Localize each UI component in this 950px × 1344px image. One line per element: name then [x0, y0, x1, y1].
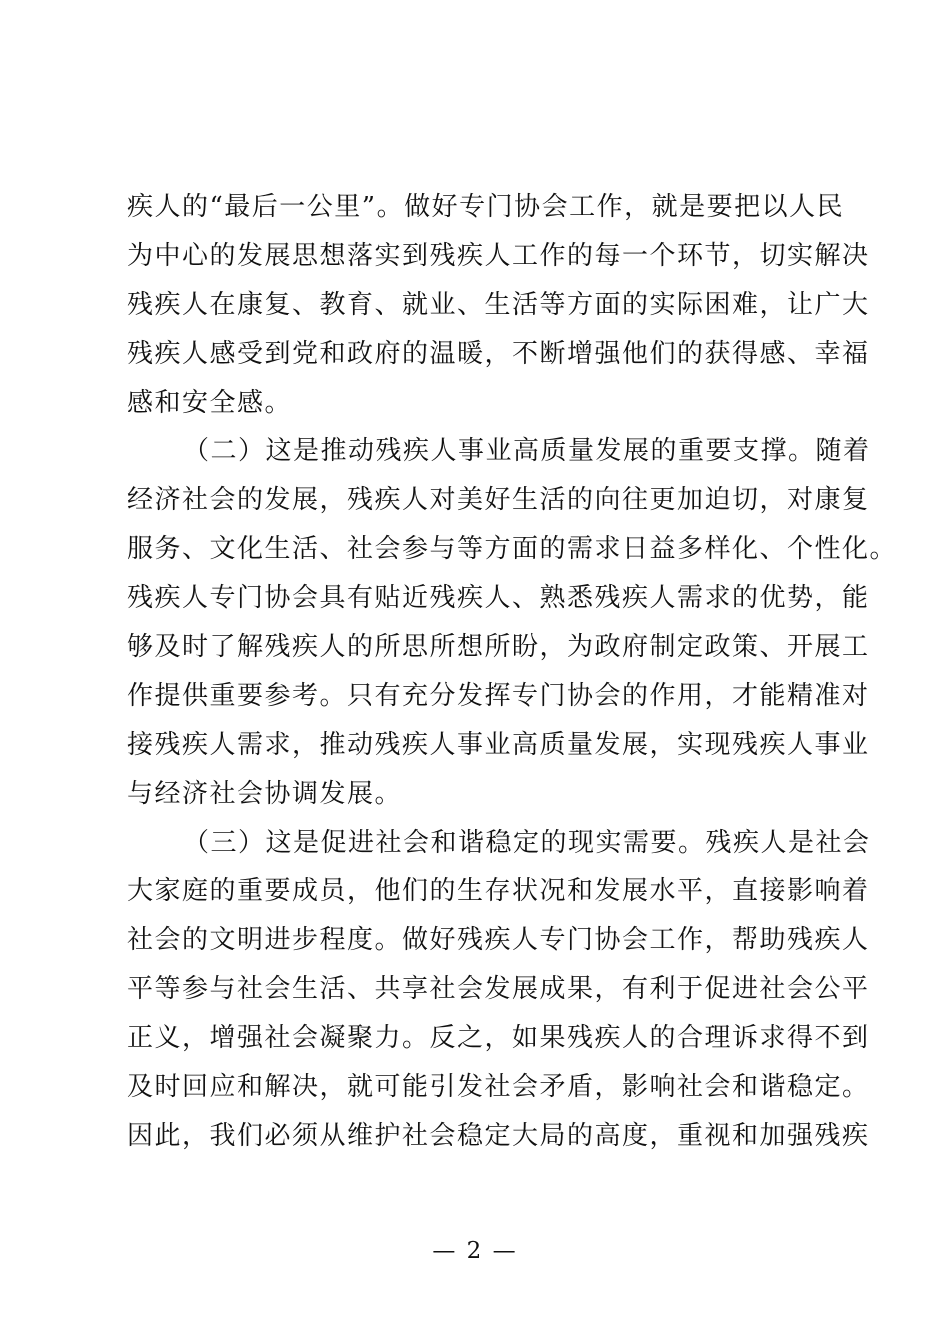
text-line: （三）这是促进社会和谐稳定的现实需要。残疾人是社会 — [183, 827, 871, 858]
text-line: 与经济社会协调发展。 — [127, 778, 403, 809]
text-line: 残疾人专门协会具有贴近残疾人、熟悉残疾人需求的优势，能 — [127, 583, 870, 614]
text-line: 残疾人在康复、教育、就业、生活等方面的实际困难，让广大 — [127, 289, 870, 320]
paragraph-3 — [127, 819, 871, 1161]
page-number: — 2 — — [432, 1238, 518, 1264]
text-line: 及时回应和解决，就可能引发社会矛盾，影响社会和谐稳定。 — [127, 1072, 870, 1103]
text-line: 够及时了解残疾人的所思所想所盼，为政府制定政策、开展工 — [127, 632, 870, 663]
text-line: 经济社会的发展，残疾人对美好生活的向往更加迫切，对康复 — [127, 485, 870, 516]
text-line: 感和安全感。 — [127, 387, 293, 418]
text-line: 服务、文化生活、社会参与等方面的需求日益多样化、个性化。 — [127, 534, 898, 565]
text-line: 为中心的发展思想落实到残疾人工作的每一个环节，切实解决 — [127, 240, 870, 271]
paragraph-1 — [127, 183, 870, 427]
text-line: 接残疾人需求，推动残疾人事业高质量发展，实现残疾人事业 — [127, 729, 870, 760]
text-line: （二）这是推动残疾人事业高质量发展的重要支撑。随着 — [183, 436, 871, 467]
text-line: 作提供重要参考。只有充分发挥专门协会的作用，才能精准对 — [127, 680, 870, 711]
text-line: 残疾人感受到党和政府的温暖，不断增强他们的获得感、幸福 — [127, 338, 870, 369]
paragraph-2 — [127, 427, 898, 818]
text-line: 疾人的“最后一公里”。做好专门协会工作，就是要把以人民 — [127, 192, 845, 222]
text-line: 正义，增强社会凝聚力。反之，如果残疾人的合理诉求得不到 — [127, 1023, 870, 1054]
text-line: 大家庭的重要成员，他们的生存状况和发展水平，直接影响着 — [127, 876, 870, 907]
text-line: 平等参与社会生活、共享社会发展成果，有利于促进社会公平 — [127, 974, 870, 1005]
text-line: 因此，我们必须从维护社会稳定大局的高度，重视和加强残疾 — [127, 1120, 870, 1151]
body-text — [127, 183, 898, 1161]
text-line: 社会的文明进步程度。做好残疾人专门协会工作，帮助残疾人 — [127, 925, 870, 956]
